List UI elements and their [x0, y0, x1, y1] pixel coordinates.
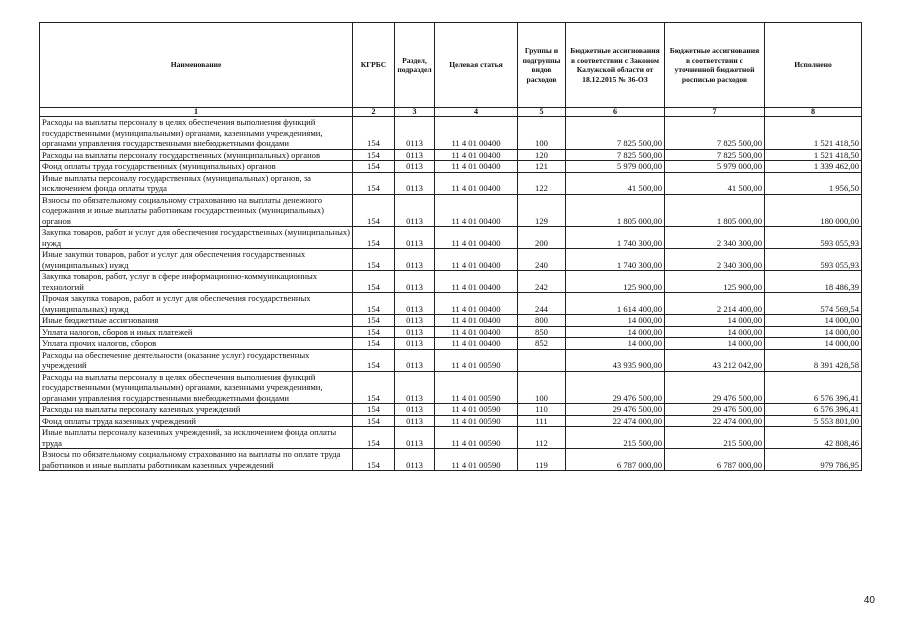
row-kgrbs: 154	[353, 427, 395, 449]
row-budget-law: 1 614 400,00	[566, 293, 665, 315]
row-budget-law: 14 000,00	[566, 315, 665, 327]
row-group: 120	[518, 149, 566, 161]
header-row	[40, 23, 862, 108]
header-section: Раздел, подраздел	[395, 23, 435, 108]
row-target: 11 4 01 00400	[435, 117, 518, 150]
row-budget-refined: 6 787 000,00	[665, 449, 765, 471]
row-section: 0113	[395, 427, 435, 449]
row-budget-law: 1 740 300,00	[566, 227, 665, 249]
row-name: Уплата прочих налогов, сборов	[40, 338, 353, 350]
row-name: Закупка товаров, работ и услуг для обеспечения государственных (муниципальных) нужд	[40, 227, 353, 249]
row-group: 122	[518, 172, 566, 194]
page-number: 40	[863, 595, 875, 606]
table-row	[40, 172, 862, 194]
column-number-row	[40, 108, 862, 117]
row-kgrbs: 154	[353, 415, 395, 427]
row-executed: 979 786,95	[765, 449, 862, 471]
row-name: Уплата налогов, сборов и иных платежей	[40, 326, 353, 338]
row-section: 0113	[395, 415, 435, 427]
row-kgrbs: 154	[353, 404, 395, 416]
row-budget-refined: 43 212 042,00	[665, 349, 765, 371]
column-number: 7	[665, 108, 765, 117]
table-row	[40, 326, 862, 338]
table-row	[40, 194, 862, 227]
row-budget-refined: 29 476 500,00	[665, 371, 765, 404]
row-budget-law: 43 935 900,00	[566, 349, 665, 371]
column-number: 5	[518, 108, 566, 117]
row-kgrbs: 154	[353, 249, 395, 271]
row-name: Иные закупки товаров, работ и услуг для обеспечения государственных (муниципальных) нужд	[40, 249, 353, 271]
row-kgrbs: 154	[353, 326, 395, 338]
row-kgrbs: 154	[353, 194, 395, 227]
row-budget-refined: 29 476 500,00	[665, 404, 765, 416]
row-kgrbs: 154	[353, 338, 395, 350]
header-executed: Исполнено	[765, 23, 862, 108]
column-number: 2	[353, 108, 395, 117]
row-section: 0113	[395, 293, 435, 315]
row-budget-law: 5 979 000,00	[566, 161, 665, 173]
row-budget-refined: 14 000,00	[665, 326, 765, 338]
row-name: Иные выплаты персоналу государственных (муниципальных) органов, за исключением фонда оплаты труда	[40, 172, 353, 194]
row-group: 119	[518, 449, 566, 471]
header-budget-law: Бюджетные ассигнования в соответствии с Законом Калужской области от 18.12.2015 № 36-ОЗ	[566, 23, 665, 108]
row-group: 200	[518, 227, 566, 249]
row-target: 11 4 01 00400	[435, 227, 518, 249]
row-budget-law: 29 476 500,00	[566, 404, 665, 416]
row-target: 11 4 01 00400	[435, 271, 518, 293]
row-section: 0113	[395, 404, 435, 416]
row-section: 0113	[395, 194, 435, 227]
row-executed: 180 000,00	[765, 194, 862, 227]
row-section: 0113	[395, 315, 435, 327]
row-section: 0113	[395, 149, 435, 161]
row-target: 11 4 01 00590	[435, 404, 518, 416]
row-target: 11 4 01 00590	[435, 427, 518, 449]
row-target: 11 4 01 00400	[435, 194, 518, 227]
row-section: 0113	[395, 161, 435, 173]
row-target: 11 4 01 00400	[435, 249, 518, 271]
row-budget-law: 41 500,00	[566, 172, 665, 194]
row-name: Иные бюджетные ассигнования	[40, 315, 353, 327]
row-section: 0113	[395, 338, 435, 350]
row-budget-law: 7 825 500,00	[566, 117, 665, 150]
row-name: Взносы по обязательному социальному страхованию на выплаты денежного содержания и иные выплаты работникам государственных (муниципальных) органов	[40, 194, 353, 227]
row-target: 11 4 01 00400	[435, 172, 518, 194]
row-budget-refined: 22 474 000,00	[665, 415, 765, 427]
row-kgrbs: 154	[353, 161, 395, 173]
row-budget-law: 22 474 000,00	[566, 415, 665, 427]
table-body	[40, 117, 862, 471]
row-kgrbs: 154	[353, 315, 395, 327]
row-executed: 593 055,93	[765, 227, 862, 249]
row-budget-law: 125 900,00	[566, 271, 665, 293]
row-budget-refined: 41 500,00	[665, 172, 765, 194]
row-target: 11 4 01 00400	[435, 315, 518, 327]
table-row	[40, 149, 862, 161]
row-executed: 1 521 418,50	[765, 149, 862, 161]
row-target: 11 4 01 00400	[435, 149, 518, 161]
row-budget-refined: 125 900,00	[665, 271, 765, 293]
header-name: Наименование	[40, 23, 353, 108]
row-section: 0113	[395, 172, 435, 194]
row-group: 240	[518, 249, 566, 271]
row-group: 110	[518, 404, 566, 416]
row-budget-law: 1 805 000,00	[566, 194, 665, 227]
row-group: 100	[518, 371, 566, 404]
table-row	[40, 449, 862, 471]
row-section: 0113	[395, 271, 435, 293]
row-executed: 574 569,54	[765, 293, 862, 315]
row-name: Фонд оплаты труда казенных учреждений	[40, 415, 353, 427]
row-budget-refined: 14 000,00	[665, 315, 765, 327]
row-executed: 42 808,46	[765, 427, 862, 449]
row-target: 11 4 01 00400	[435, 161, 518, 173]
row-group: 111	[518, 415, 566, 427]
row-budget-refined: 7 825 500,00	[665, 149, 765, 161]
row-budget-law: 7 825 500,00	[566, 149, 665, 161]
row-name: Расходы на выплаты персоналу в целях обеспечения выполнения функций государственными (муниципальными) органами, казенными учреждениями, органами управления государственными внебюджетными фондами	[40, 371, 353, 404]
table-row	[40, 349, 862, 371]
row-budget-law: 6 787 000,00	[566, 449, 665, 471]
row-target: 11 4 01 00590	[435, 349, 518, 371]
budget-table	[39, 22, 862, 471]
row-executed: 5 553 801,00	[765, 415, 862, 427]
column-number: 6	[566, 108, 665, 117]
row-kgrbs: 154	[353, 293, 395, 315]
row-name: Иные выплаты персоналу казенных учреждений, за исключением фонда оплаты труда	[40, 427, 353, 449]
row-budget-refined: 7 825 500,00	[665, 117, 765, 150]
row-group: 852	[518, 338, 566, 350]
row-budget-law: 1 740 300,00	[566, 249, 665, 271]
column-number: 3	[395, 108, 435, 117]
row-target: 11 4 01 00400	[435, 326, 518, 338]
row-target: 11 4 01 00400	[435, 338, 518, 350]
column-number: 4	[435, 108, 518, 117]
table-row	[40, 117, 862, 150]
row-section: 0113	[395, 371, 435, 404]
row-executed: 1 339 462,00	[765, 161, 862, 173]
table-row	[40, 338, 862, 350]
row-section: 0113	[395, 117, 435, 150]
table-row	[40, 427, 862, 449]
row-budget-law: 215 500,00	[566, 427, 665, 449]
row-kgrbs: 154	[353, 227, 395, 249]
row-group: 129	[518, 194, 566, 227]
row-section: 0113	[395, 449, 435, 471]
header-kgrbs: КГРБС	[353, 23, 395, 108]
row-executed: 1 521 418,50	[765, 117, 862, 150]
row-section: 0113	[395, 249, 435, 271]
row-section: 0113	[395, 349, 435, 371]
row-group: 121	[518, 161, 566, 173]
row-group: 850	[518, 326, 566, 338]
header-budget-refined: Бюджетные ассигнования в соответствии с уточненной бюджетной росписью расходов	[665, 23, 765, 108]
row-kgrbs: 154	[353, 371, 395, 404]
row-executed: 14 000,00	[765, 326, 862, 338]
row-budget-refined: 5 979 000,00	[665, 161, 765, 173]
row-kgrbs: 154	[353, 349, 395, 371]
header-groups: Группы и подгруппы видов расходов	[518, 23, 566, 108]
row-budget-refined: 215 500,00	[665, 427, 765, 449]
row-budget-refined: 1 805 000,00	[665, 194, 765, 227]
row-group: 244	[518, 293, 566, 315]
row-name: Расходы на выплаты персоналу казенных учреждений	[40, 404, 353, 416]
row-section: 0113	[395, 326, 435, 338]
row-name: Расходы на обеспечение деятельности (оказание услуг) государственных учреждений	[40, 349, 353, 371]
row-group: 242	[518, 271, 566, 293]
table-row	[40, 161, 862, 173]
row-target: 11 4 01 00590	[435, 449, 518, 471]
row-target: 11 4 01 00590	[435, 415, 518, 427]
row-budget-refined: 2 340 300,00	[665, 227, 765, 249]
row-name: Фонд оплаты труда государственных (муниципальных) органов	[40, 161, 353, 173]
row-name: Взносы по обязательному социальному страхованию на выплаты по оплате труда работников и иные выплаты работникам казенных учреждений	[40, 449, 353, 471]
row-name: Закупка товаров, работ, услуг в сфере информационно-коммуникационных технологий	[40, 271, 353, 293]
row-executed: 14 000,00	[765, 338, 862, 350]
row-executed: 18 486,39	[765, 271, 862, 293]
row-kgrbs: 154	[353, 271, 395, 293]
table-row	[40, 415, 862, 427]
table-row	[40, 293, 862, 315]
column-number: 1	[40, 108, 353, 117]
row-kgrbs: 154	[353, 149, 395, 161]
row-target: 11 4 01 00590	[435, 371, 518, 404]
row-executed: 6 576 396,41	[765, 371, 862, 404]
table-row	[40, 271, 862, 293]
row-budget-law: 29 476 500,00	[566, 371, 665, 404]
row-executed: 6 576 396,41	[765, 404, 862, 416]
row-executed: 14 000,00	[765, 315, 862, 327]
row-executed: 1 956,50	[765, 172, 862, 194]
column-number: 8	[765, 108, 862, 117]
row-budget-refined: 2 340 300,00	[665, 249, 765, 271]
row-executed: 8 391 428,58	[765, 349, 862, 371]
row-section: 0113	[395, 227, 435, 249]
row-kgrbs: 154	[353, 117, 395, 150]
row-group: 100	[518, 117, 566, 150]
table-row	[40, 371, 862, 404]
row-name: Расходы на выплаты персоналу государственных (муниципальных) органов	[40, 149, 353, 161]
table-row	[40, 249, 862, 271]
row-budget-law: 14 000,00	[566, 338, 665, 350]
row-budget-refined: 2 214 400,00	[665, 293, 765, 315]
header-target: Целевая статья	[435, 23, 518, 108]
row-name: Прочая закупка товаров, работ и услуг для обеспечения государственных (муниципальных) нужд	[40, 293, 353, 315]
table-row	[40, 404, 862, 416]
row-budget-law: 14 000,00	[566, 326, 665, 338]
row-executed: 593 055,93	[765, 249, 862, 271]
table-row	[40, 227, 862, 249]
row-target: 11 4 01 00400	[435, 293, 518, 315]
row-kgrbs: 154	[353, 449, 395, 471]
row-kgrbs: 154	[353, 172, 395, 194]
row-name: Расходы на выплаты персоналу в целях обеспечения выполнения функций государственными (муниципальными) органами, казенными учреждениями, органами управления государственными внебюджетными фондами	[40, 117, 353, 150]
table-row	[40, 315, 862, 327]
row-budget-refined: 14 000,00	[665, 338, 765, 350]
row-group: 800	[518, 315, 566, 327]
row-group	[518, 349, 566, 371]
row-group: 112	[518, 427, 566, 449]
